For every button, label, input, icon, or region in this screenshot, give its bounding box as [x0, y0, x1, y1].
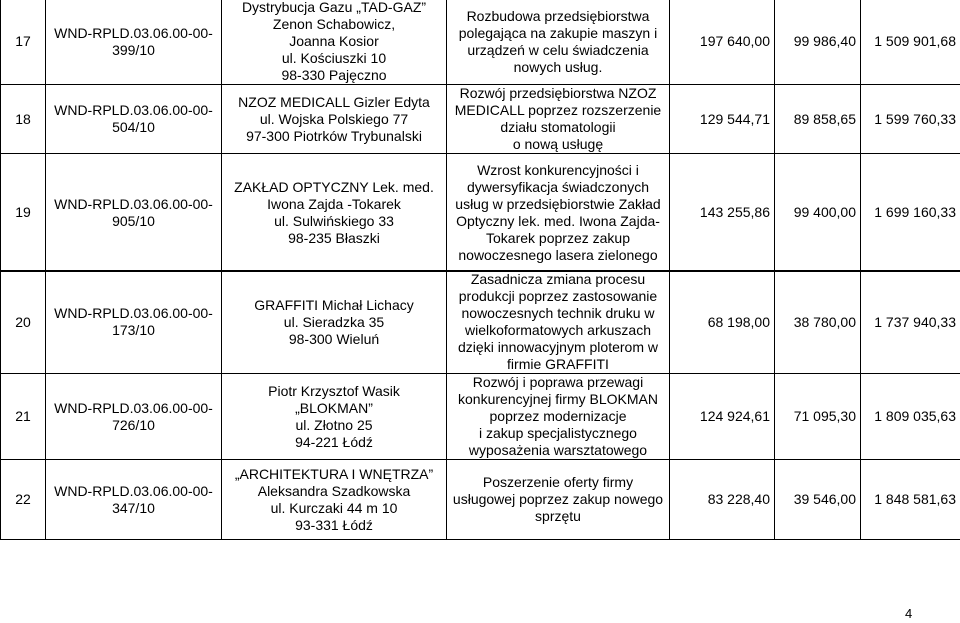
application-code	[46, 154, 222, 272]
total-value: 124 924,61	[670, 374, 775, 460]
title-line: MEDICALL poprzez rozszerzenie	[454, 102, 662, 118]
beneficiary	[222, 271, 447, 374]
title-line: konkurencyjnej firmy BLOKMAN	[458, 391, 658, 407]
title-line: polegająca na zakupie maszyn i	[458, 24, 658, 41]
title-line: Rozwój i poprawa przewagi	[472, 374, 644, 390]
code-line: WND-RPLD.03.06.00-00-	[54, 195, 213, 212]
beneficiary-line: Zenon Schabowicz,	[272, 16, 396, 32]
title-line: nowych usług.	[513, 58, 603, 75]
beneficiary	[222, 154, 447, 272]
code-line: 726/10	[112, 416, 155, 433]
beneficiary	[222, 460, 447, 540]
beneficiary-line: 98-235 Błaszki	[288, 229, 380, 246]
code-line: 504/10	[112, 119, 155, 135]
title-line: dywersyfikacja świadczonych	[466, 178, 650, 195]
title-line: usług w przedsiębiorstwie Zakład	[455, 195, 661, 212]
title-line: usługowej poprzez zakup nowego	[452, 491, 664, 507]
title-line: Rozwój przedsiębiorstwa NZOZ	[459, 85, 657, 101]
beneficiary-line: 98-330 Pajęczno	[281, 67, 387, 83]
code-line: WND-RPLD.03.06.00-00-	[54, 24, 213, 41]
cumulative-amount: 1 599 760,33	[861, 85, 960, 154]
code-line: 173/10	[112, 322, 155, 338]
beneficiary-line: ul. Wojska Polskiego 77	[259, 110, 409, 127]
beneficiary-line: 97-300 Piotrków Trybunalski	[246, 127, 422, 144]
title-line: Wzrost konkurencyjności i	[477, 161, 639, 178]
cumulative-amount: 1 699 160,33	[861, 154, 960, 272]
beneficiary-line: 98-300 Wieluń	[288, 330, 380, 347]
total-value: 83 228,40	[670, 460, 775, 540]
title-line: działu stomatologii	[500, 119, 616, 135]
application-code	[46, 460, 222, 540]
row-number: 17	[1, 0, 46, 85]
beneficiary-line: Dystrybucja Gazu „TAD-GAZ”	[241, 0, 427, 15]
beneficiary-line: NZOZ MEDICALL Gizler Edyta	[238, 93, 430, 110]
code-line: 905/10	[112, 212, 155, 229]
application-code	[46, 374, 222, 460]
beneficiary-line: „ARCHITEKTURA I WNĘTRZA”	[234, 465, 434, 482]
title-line: sprzętu	[535, 508, 581, 524]
total-value: 143 255,86	[670, 154, 775, 272]
beneficiary-line: ul. Sieradzka 35	[283, 313, 385, 330]
funding-amount: 99 986,40	[775, 0, 861, 85]
beneficiary	[222, 374, 447, 460]
title-line: nowoczesnych technik druku w	[461, 305, 655, 321]
title-line: poprzez modernizacje	[489, 408, 627, 424]
table-row	[1, 374, 960, 460]
code-line: 399/10	[112, 41, 155, 58]
beneficiary-line: Joanna Kosior	[289, 33, 379, 49]
total-value: 68 198,00	[670, 271, 775, 374]
title-line: Zasadnicza zmiana procesu	[470, 271, 646, 287]
beneficiary	[222, 85, 447, 154]
code-line: WND-RPLD.03.06.00-00-	[54, 482, 213, 499]
total-value: 129 544,71	[670, 85, 775, 154]
title-line: Tokarek poprzez zakup	[486, 229, 630, 246]
cumulative-amount: 1 509 901,68	[861, 0, 960, 85]
table-row	[1, 0, 960, 85]
beneficiary-line: ul. Kościuszki 10	[281, 50, 387, 66]
funding-amount: 39 546,00	[775, 460, 861, 540]
row-number: 21	[1, 374, 46, 460]
table-row	[1, 154, 960, 272]
beneficiary-line: GRAFFITI Michał Lichacy	[254, 296, 414, 313]
cumulative-amount: 1 809 035,63	[861, 374, 960, 460]
project-title	[447, 460, 670, 540]
beneficiary-line: Aleksandra Szadkowska	[257, 482, 411, 499]
project-title	[447, 0, 670, 85]
beneficiary-line: ul. Złotno 25	[295, 416, 373, 433]
title-line: urządzeń w celu świadczenia	[467, 41, 649, 58]
table-row	[1, 460, 960, 540]
application-code	[46, 0, 222, 85]
title-line: dzięki innowacyjnym ploterom w	[458, 339, 658, 355]
title-line: wyposażenia warsztatowego	[468, 442, 648, 458]
funding-amount: 71 095,30	[775, 374, 861, 460]
funding-amount: 38 780,00	[775, 271, 861, 374]
beneficiary-line: Piotr Krzysztof Wasik	[268, 382, 400, 399]
beneficiary-line: ZAKŁAD OPTYCZNY Lek. med.	[234, 178, 434, 195]
title-line: firmie GRAFFITI	[507, 356, 609, 372]
table-row	[1, 271, 960, 374]
total-value: 197 640,00	[670, 0, 775, 85]
funding-amount: 99 400,00	[775, 154, 861, 272]
beneficiary-line: „BLOKMAN”	[295, 399, 373, 416]
beneficiary-line: 94-221 Łódź	[295, 433, 373, 450]
table-row	[1, 85, 960, 154]
project-title	[447, 85, 670, 154]
title-line: Rozbudowa przedsiębiorstwa	[466, 7, 650, 24]
application-code	[46, 271, 222, 374]
code-line: 347/10	[112, 499, 155, 516]
title-line: wielkoformatowych arkuszach	[465, 322, 651, 338]
row-number: 20	[1, 271, 46, 374]
title-line: nowoczesnego lasera zielonego	[458, 246, 658, 263]
beneficiary-line: Iwona Zajda -Tokarek	[267, 195, 401, 212]
project-title	[447, 154, 670, 272]
beneficiary-line: ul. Kurczaki 44 m 10	[270, 499, 398, 516]
projects-table-b	[0, 270, 960, 540]
cumulative-amount: 1 848 581,63	[861, 460, 960, 540]
beneficiary-line: 93-331 Łódź	[295, 516, 373, 533]
projects-table-a	[0, 0, 960, 272]
row-number: 18	[1, 85, 46, 154]
row-number: 19	[1, 154, 46, 272]
title-line: Optyczny lek. med. Iwona Zajda-	[456, 212, 660, 229]
title-line: Poszerzenie oferty firmy	[482, 474, 634, 490]
code-line: WND-RPLD.03.06.00-00-	[54, 305, 213, 321]
code-line: WND-RPLD.03.06.00-00-	[54, 399, 213, 416]
beneficiary-line: ul. Sulwińskiego 33	[274, 212, 394, 229]
code-line: WND-RPLD.03.06.00-00-	[54, 102, 213, 118]
cumulative-amount: 1 737 940,33	[861, 271, 960, 374]
title-line: o nową usługę	[512, 136, 604, 152]
title-line: i zakup specjalistycznego	[479, 425, 637, 441]
funding-amount: 89 858,65	[775, 85, 861, 154]
project-title	[447, 374, 670, 460]
page-number: 4	[905, 606, 913, 621]
title-line: produkcji poprzez zastosowanie	[458, 288, 658, 304]
project-title	[447, 271, 670, 374]
beneficiary	[222, 0, 447, 85]
application-code	[46, 85, 222, 154]
row-number: 22	[1, 460, 46, 540]
